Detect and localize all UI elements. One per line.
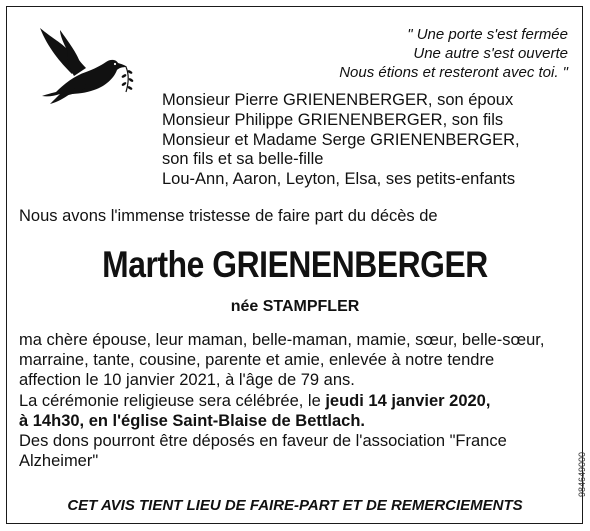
ceremony-location: à 14h30, en l'église Saint-Blaise de Bettlach.: [19, 411, 365, 430]
dove-icon: [30, 22, 140, 112]
family-line: Monsieur et Madame Serge GRIENENBERGER,: [162, 130, 520, 149]
reference-number: 984649000: [577, 451, 587, 497]
body-line: [19, 391, 579, 411]
intro-text: Nous avons l'immense tristesse de faire part du décès de: [19, 207, 438, 225]
body-line: ma chère épouse, leur maman, belle-maman, mamie, sœur, belle-sœur,: [19, 331, 545, 349]
quote-line: Une autre s'est ouverte: [413, 45, 568, 62]
quote: [268, 25, 568, 82]
family-line: Monsieur Pierre GRIENENBERGER, son époux: [162, 91, 514, 109]
body-line: Des dons pourront être déposés en faveur de l'association "France: [19, 432, 507, 451]
family-line: son fils et sa belle-fille: [162, 150, 324, 169]
quote-line: Nous étions et resteront avec toi. ": [339, 64, 568, 81]
deceased-name: Marthe GRIENENBERGER: [102, 244, 488, 285]
notice-body: [19, 330, 579, 471]
birth-name: née STAMPFLER: [230, 298, 360, 315]
body-line: affection le 10 janvier 2021, à l'âge de 79 ans.: [19, 371, 355, 390]
ceremony-date: jeudi 14 janvier 2020,: [325, 391, 491, 410]
family-line: Lou-Ann, Aaron, Leyton, Elsa, ses petits-enfants: [162, 170, 516, 189]
footer-notice: CET AVIS TIENT LIEU DE FAIRE-PART ET DE REMERCIEMENTS: [67, 497, 523, 514]
quote-line: " Une porte s'est fermée: [407, 26, 568, 43]
family-line: Monsieur Philippe GRIENENBERGER, son fils: [162, 110, 504, 129]
ceremony-prefix: La cérémonie religieuse sera célébrée, le: [19, 391, 326, 410]
body-line: marraine, tante, cousine, parente et amie, enlevée à notre tendre: [19, 351, 495, 370]
body-line: Alzheimer": [19, 452, 99, 471]
family-list: [162, 91, 562, 190]
